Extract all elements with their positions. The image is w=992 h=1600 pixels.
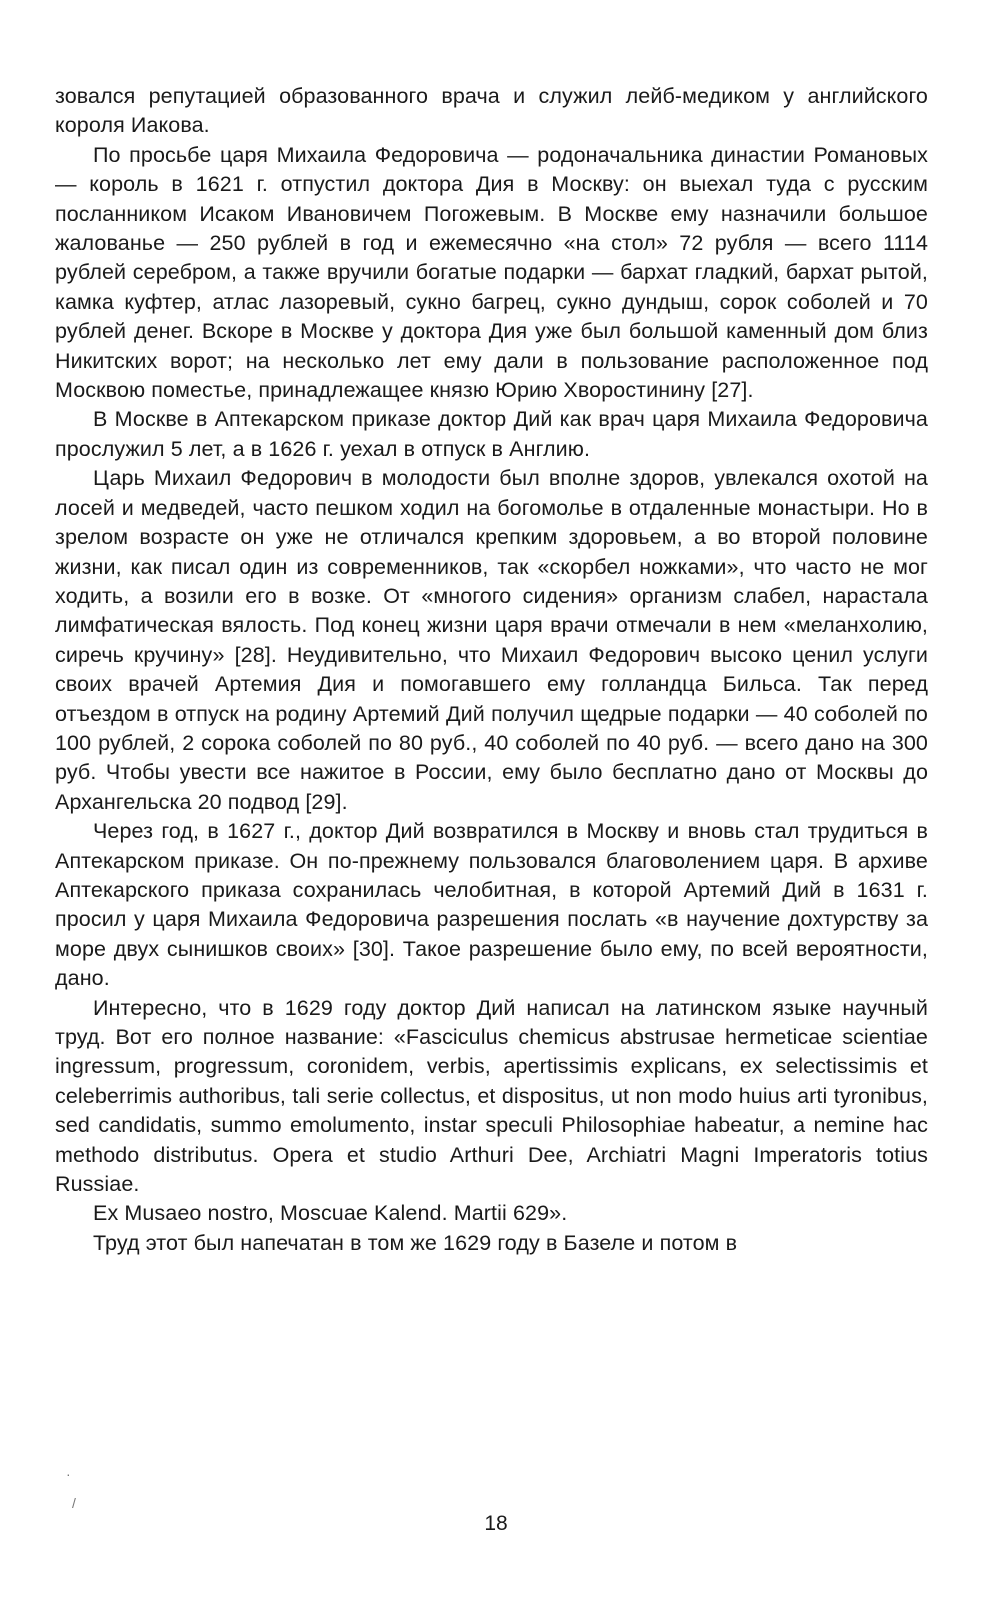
paragraph-latin-work: Интересно, что в 1629 году доктор Дий написал на латинском языке научный труд. Вот его полное название: «Fasciculus chemicus abstrusae hermeticae scientiae ingressum, progressum, coronidem, verbis, apertissimis explicans, ex selectissimis et celeberrimis authoribus, tali serie collectus, et dispositus, ut non modo huius arti tyronibus, sed candidatis, summo emolumento, instar speculi Philosophiae habeatur, a nemine hac methodo distributus. Opera et studio Arthuri Dee, Archiatri Magni Imperatoris totius Russiae. [55,995,928,1197]
document-page [55,82,928,1542]
body-text [55,82,928,1258]
paragraph-doctor-arrival: По просьбе царя Михаила Федоровича — родоначальника династии Романовых — король в 1621 г. отпустил доктора Дия в Москву: он выехал туда с русским посланником Исаком Ивановичем Погожевым. В Москве ему назначили большое жалованье — 250 рублей в год и ежемесячно «на стол» 72 рубля — всего 1114 рублей серебром, а также вручили богатые подарки — бархат гладкий, бархат рытой, камка куфтер, атлас лазоревый, сукно багрец, сукно дундыш, сорок соболей и 70 рублей денег. Вскоре в Москве у доктора Дия уже был большой каменный дом близ Никитских ворот; на несколько лет ему дали в пользование расположенное под Москвою поместье, принадлежащее князю Юрию Хворостинину [27]. [55,142,928,403]
paragraph-printing: Труд этот был напечатан в том же 1629 году в Базеле и потом в [93,1230,738,1255]
paragraph-service-years: В Москве в Аптекарском приказе доктор Дий как врач царя Михаила Федоровича прослужил 5 лет, а в 1626 г. уехал в отпуск в Англию. [55,407,928,461]
paragraph-return: Через год, в 1627 г., доктор Дий возвратился в Москву и вновь стал трудиться в Аптекарском приказе. Он по-прежнему пользовался благоволением царя. В архиве Аптекарского приказа сохранилась челобитная, в которой Артемий Дий в 1631 г. просил у царя Михаила Федоровича разрешения послать «в научение дохтурству за море двух сынишков своих» [30]. Такое разрешение было ему, по всей вероятности, дано. [55,819,928,991]
paragraph-tsar-health: Царь Михаил Федорович в молодости был вполне здоров, увлекался охотой на лосей и медведей, часто пешком ходил на богомолье в отдаленные монастыри. Но в зрелом возрасте он уже не отличался крепким здоровьем, а во второй половине жизни, как писал один из современников, так «скорбел ножками», что часто не мог ходить, а возили его в возке. От «многого сидения» организм слабел, нарастала лимфатическая вялость. Под конец жизни царя врачи отмечали в нем «меланхолию, сиречь кручину» [28]. Неудивительно, что Михаил Федорович высоко ценил услуги своих врачей Артемия Дия и помогавшего ему голландца Бильса. Так перед отъездом в отпуск на родину Артемий Дий получил щедрые подарки — 40 соболей по 100 рублей, 2 сорока соболей по 80 руб., 40 соболей по 40 руб. — всего дано на 300 руб. Чтобы увести все нажитое в России, ему было бесплатно дано от Москвы до Архангельска 20 подвод [29]. [55,466,928,814]
scan-speck: · [66,1466,71,1482]
scan-speck: / [72,1495,76,1511]
paragraph-latin-colophon: Ex Musaeo nostro, Moscuae Kalend. Martii 629». [93,1201,568,1226]
page-number: 18 [484,1512,508,1535]
paragraph-continuation: зовался репутацией образованного врача и служил лейб-медиком у английского короля Иакова. [55,84,928,138]
